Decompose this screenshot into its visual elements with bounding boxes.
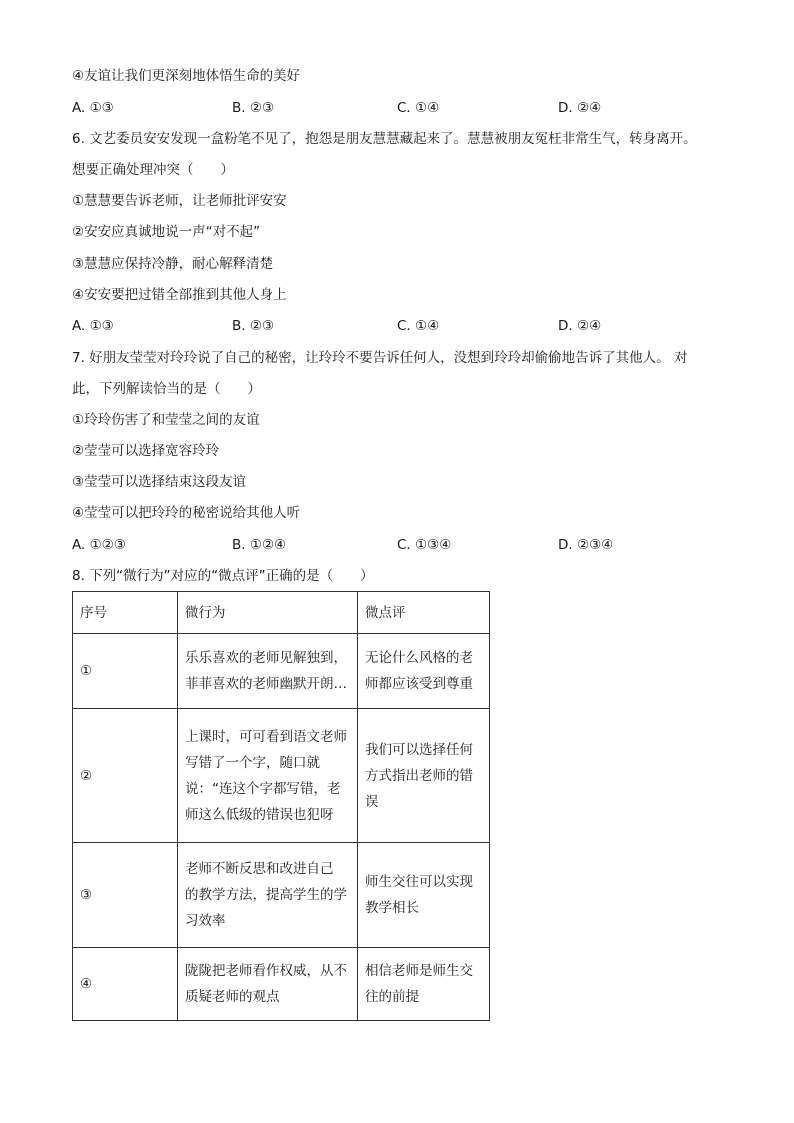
row-comment (358, 709, 490, 843)
row-behavior (178, 843, 358, 948)
row-behavior-text: 上课时，可可看到语文老师 写错了一个字，随口就 说：“连这个字都写错，老 师这么低级的错误也犯呀 (185, 728, 347, 823)
q6-item-3: ③慧慧应保持冷静，耐心解释清楚 (72, 256, 274, 272)
q6-item-1: ①慧慧要告诉老师，让老师批评安安 (72, 193, 287, 209)
q7-item-2: ②莹莹可以选择宽容玲玲 (72, 443, 220, 459)
row-number: ③ (73, 843, 178, 948)
header-cell-number: 序号 (73, 592, 178, 634)
header-cell-comment: 微点评 (358, 592, 490, 634)
table-row (73, 948, 490, 1021)
q6-option-a: A. ①③ (72, 318, 114, 334)
q6-option-d: D. ②④ (558, 318, 602, 334)
row-comment (358, 843, 490, 948)
row-behavior (178, 709, 358, 843)
table-row (73, 634, 490, 709)
q6-option-c: C. ①④ (397, 318, 440, 334)
row-comment (358, 634, 490, 709)
q8-table (72, 591, 490, 1021)
q7-option-a: A. ①②③ (72, 537, 126, 553)
row-behavior-text: 老师不断反思和改进自己 的教学方法，提高学生的学 习效率 (185, 861, 347, 929)
q5-option-a: A. ①③ (72, 100, 114, 116)
q6-item-4: ④安安要把过错全部推到其他人身上 (72, 287, 287, 303)
row-comment-text: 我们可以选择任何 方式指出老师的错 误 (365, 741, 473, 810)
row-comment-text: 师生交往可以实现 教学相长 (365, 874, 473, 916)
row-comment-text: 无论什么风格的老 师都应该受到尊重 (365, 650, 473, 692)
q6-item-2: ②安安应真诚地说一声“对不起” (72, 224, 261, 240)
q5-option-d: D. ②④ (558, 100, 602, 116)
row-comment (358, 948, 490, 1021)
row-number: ④ (73, 948, 178, 1021)
q7-item-4: ④莹莹可以把玲玲的秘密说给其他人听 (72, 505, 301, 521)
row-behavior (178, 634, 358, 709)
q7-stem-line2: 此，下列解读恰当的是（ ） (72, 381, 261, 397)
q6-stem-line2: 想要正确处理冲突（ ） (72, 162, 234, 178)
table-row (73, 843, 490, 948)
q6-option-b: B. ②③ (232, 318, 275, 334)
q7-item-1: ①玲玲伤害了和莹莹之间的友谊 (72, 412, 260, 428)
q6-stem-line1: 6. 文艺委员安安发现一盒粉笔不见了，抱怨是朋友慧慧藏起来了。慧慧被朋友冤枉非常生气，转身离开。 (72, 131, 697, 147)
header-cell-behavior: 微行为 (178, 592, 358, 634)
table-header-row (73, 592, 490, 634)
q7-option-b: B. ①②④ (232, 537, 287, 553)
q5-option-b: B. ②③ (232, 100, 275, 116)
q7-option-c: C. ①③④ (397, 537, 452, 553)
q5-option-c: C. ①④ (397, 100, 440, 116)
row-number: ① (73, 634, 178, 709)
q7-stem-line1: 7. 好朋友莹莹对玲玲说了自己的秘密，让玲玲不要告诉任何人，没想到玲玲却偷偷地告诉了其他人。 对 (72, 350, 688, 366)
q5-item-4: ④友谊让我们更深刻地体悟生命的美好 (72, 68, 301, 84)
row-number: ② (73, 709, 178, 843)
q8-stem: 8. 下列“微行为”对应的“微点评”正确的是（ ） (72, 568, 374, 584)
row-behavior-text: 陇陇把老师看作权威，从不 质疑老师的观点 (185, 963, 347, 1005)
q7-item-3: ③莹莹可以选择结束这段友谊 (72, 474, 247, 490)
table-row (73, 709, 490, 843)
row-comment-text: 相信老师是师生交 往的前提 (365, 963, 473, 1005)
row-behavior-text: 乐乐喜欢的老师见解独到， 菲菲喜欢的老师幽默开朗… (185, 650, 347, 692)
q7-option-d: D. ②③④ (558, 537, 614, 553)
row-behavior (178, 948, 358, 1021)
